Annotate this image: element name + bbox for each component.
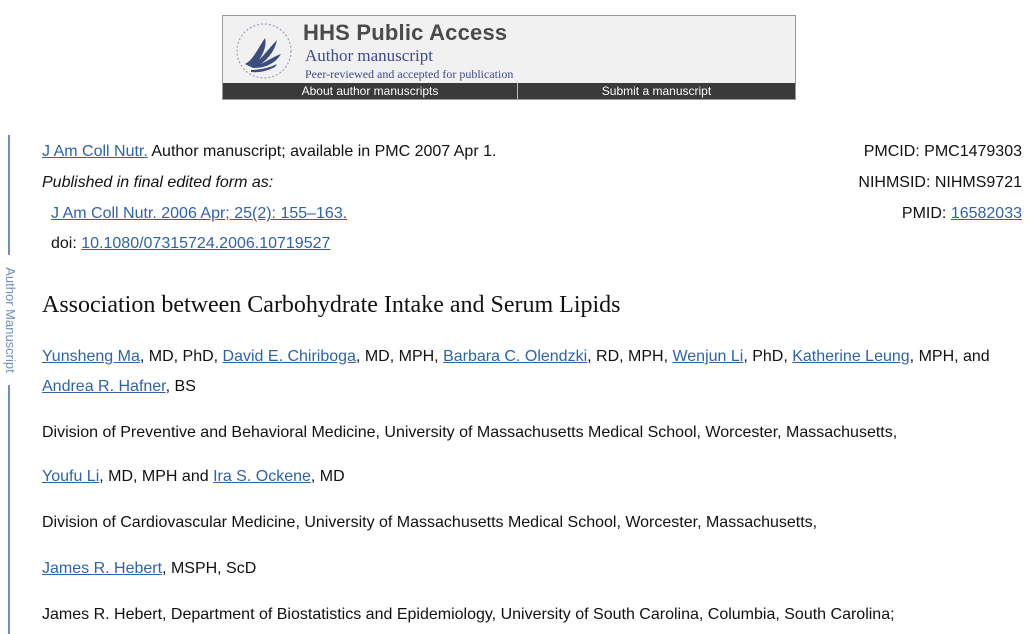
nihmsid: NIHMSID: NIHMS9721 <box>858 174 1022 191</box>
banner-link-bar <box>223 83 795 99</box>
about-author-manuscripts-link[interactable]: About author manuscripts <box>223 83 518 99</box>
pmid-line <box>902 205 1022 223</box>
banner-title: HHS Public Access <box>303 20 508 45</box>
banner-header <box>223 16 795 84</box>
hhs-eagle-logo-icon <box>231 20 297 82</box>
doi-link[interactable]: 10.1080/07315724.2006.10719527 <box>81 235 331 252</box>
author-list-2 <box>42 468 345 486</box>
final-form-link[interactable]: J Am Coll Nutr. 2006 Apr; 25(2): 155–163. <box>51 205 348 222</box>
author-list-1 <box>42 342 1002 402</box>
author-link[interactable]: Ira S. Ockene <box>213 468 311 485</box>
author-link[interactable]: James R. Hebert <box>42 560 163 577</box>
submit-manuscript-link[interactable]: Submit a manuscript <box>601 84 712 98</box>
author-link[interactable]: Yunsheng Ma <box>42 348 140 365</box>
pmcid: PMCID: PMC1479303 <box>863 143 1022 160</box>
citation-line <box>42 143 496 161</box>
banner-note: Peer-reviewed and accepted for publication <box>305 67 514 81</box>
author-degrees: , MD, PhD, <box>139 348 223 365</box>
affiliation-1: Division of Preventive and Behavioral Medicine, University of Massachusetts Medical School, Worcester, Massachusetts, <box>42 424 898 441</box>
doi-label: doi: <box>51 235 82 252</box>
author-degrees: , MPH, and <box>909 348 990 365</box>
banner-subtitle: Author manuscript <box>305 46 433 65</box>
author-degrees: , BS <box>165 378 196 395</box>
author-degrees: , MSPH, ScD <box>162 560 257 577</box>
author-degrees: , MD, MPH and <box>99 468 214 485</box>
journal-link[interactable]: J Am Coll Nutr. <box>42 143 148 160</box>
availability-text: Author manuscript; available in PMC 2007 Apr 1. <box>147 143 497 160</box>
doi-line <box>51 235 330 253</box>
author-degrees: , PhD, <box>743 348 793 365</box>
final-form-line <box>51 205 347 223</box>
hhs-public-access-banner <box>222 15 796 100</box>
author-manuscript-side-label: Author Manuscript <box>2 255 18 385</box>
article-title: Association between Carbohydrate Intake and Serum Lipids <box>42 292 621 318</box>
author-link[interactable]: Youfu Li <box>42 468 100 485</box>
author-link[interactable]: Katherine Leung <box>792 348 910 365</box>
author-link[interactable]: Andrea R. Hafner <box>42 378 166 395</box>
author-degrees: , MD <box>310 468 345 485</box>
affiliation-3: James R. Hebert, Department of Biostatistics and Epidemiology, University of South Carolina, Columbia, South Carolina; <box>42 606 895 623</box>
author-link[interactable]: David E. Chiriboga <box>222 348 356 365</box>
published-as-label: Published in final edited form as: <box>42 174 274 191</box>
author-degrees: , MD, MPH, <box>355 348 444 365</box>
author-link[interactable]: Barbara C. Olendzki <box>443 348 588 365</box>
affiliation-2: Division of Cardiovascular Medicine, University of Massachusetts Medical School, Worcester, Massachusetts, <box>42 514 818 531</box>
author-degrees: , RD, MPH, <box>587 348 673 365</box>
pmid-link[interactable]: 16582033 <box>950 205 1022 222</box>
author-link[interactable]: Wenjun Li <box>672 348 744 365</box>
pmid-label: PMID: <box>901 205 951 222</box>
author-list-3 <box>42 560 256 578</box>
